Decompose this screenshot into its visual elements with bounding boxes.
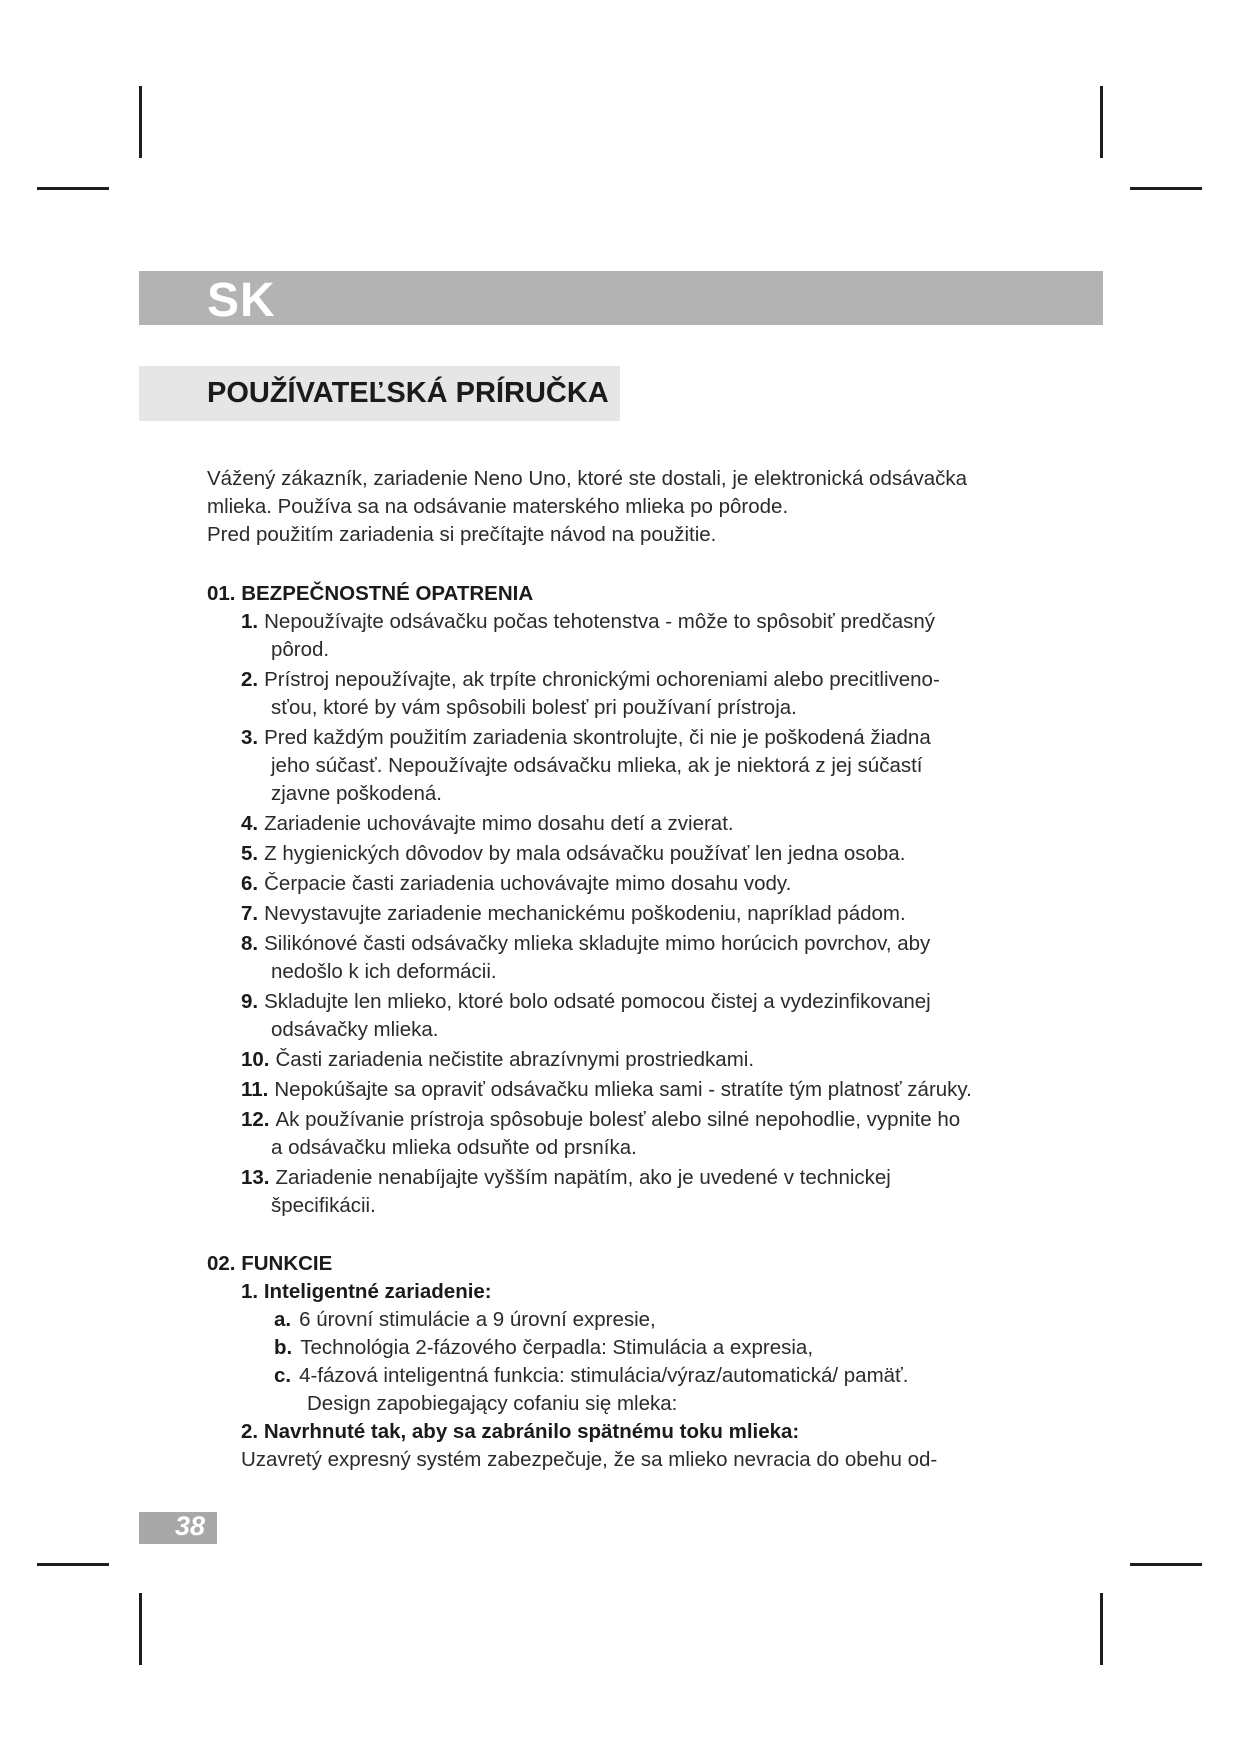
section-title-functions: 02. FUNKCIE xyxy=(207,1252,333,1275)
safety-item-line: Nepoužívajte odsávačku počas tehotenstva - môže to spôsobiť predčasný xyxy=(264,610,936,633)
sub-item-text: Technológia 2-fázového čerpadla: Stimulácia a expresia, xyxy=(300,1336,814,1359)
safety-item xyxy=(241,1164,1087,1220)
page-number: 38 xyxy=(174,1511,205,1541)
safety-item-line: a odsávačku mlieka odsuňte od prsníka. xyxy=(271,1136,637,1159)
crop-mark-top-right-horizontal xyxy=(1130,187,1202,190)
safety-list xyxy=(207,608,1087,1220)
function-item-1 xyxy=(207,1278,1087,1306)
safety-item xyxy=(241,810,1087,838)
intro-line: Vážený zákazník, zariadenie Neno Uno, ktoré ste dostali, je elektronická odsávačka xyxy=(207,467,968,490)
safety-item-number: 10. xyxy=(241,1048,270,1071)
function-sub-item xyxy=(274,1362,1087,1390)
safety-item xyxy=(241,1046,1087,1074)
safety-item-line: Ak používanie prístroja spôsobuje bolesť alebo silné nepohodlie, vypnite ho xyxy=(275,1108,961,1131)
safety-item xyxy=(241,724,1087,808)
safety-item xyxy=(241,1106,1087,1162)
safety-item-line: Zariadenie uchovávajte mimo dosahu detí a zvierat. xyxy=(264,812,734,835)
function-item-number: 1. xyxy=(241,1280,259,1303)
function-sub-continuation: Design zapobiegający cofaniu się mleka: xyxy=(307,1392,678,1415)
sub-item-letter: c. xyxy=(274,1364,292,1387)
function-item-label: Inteligentné zariadenie: xyxy=(263,1280,492,1303)
safety-item-number: 12. xyxy=(241,1108,270,1131)
function-item-2-text: Uzavretý expresný systém zabezpečuje, že sa mlieko nevracia do obehu od- xyxy=(241,1448,938,1471)
safety-item xyxy=(241,840,1087,868)
safety-item-line: Prístroj nepoužívajte, ak trpíte chronickými ochoreniami alebo precitliveno- xyxy=(264,668,940,691)
function-item-number: 2. xyxy=(241,1420,259,1443)
sub-item-letter: b. xyxy=(274,1336,293,1359)
section-title-safety: 01. BEZPEČNOSTNÉ OPATRENIA xyxy=(207,582,534,605)
crop-mark-bottom-right-horizontal xyxy=(1130,1563,1202,1566)
safety-item-line: Zariadenie nenabíjajte vyšším napätím, ako je uvedené v technickej xyxy=(275,1166,891,1189)
safety-item-line: Skladujte len mlieko, ktoré bolo odsaté pomocou čistej a vydezinfikovanej xyxy=(264,990,931,1013)
safety-item-number: 7. xyxy=(241,902,259,925)
page-number-badge xyxy=(139,1512,217,1544)
safety-item-line: Pred každým použitím zariadenia skontrolujte, či nie je poškodená žiadna xyxy=(264,726,931,749)
safety-item-line: nedošlo k ich deformácii. xyxy=(271,960,497,983)
intro-line: Pred použitím zariadenia si prečítajte návod na použitie. xyxy=(207,523,717,546)
safety-item-number: 6. xyxy=(241,872,259,895)
manual-title: POUŽÍVATEĽSKÁ PRÍRUČKA xyxy=(207,377,609,409)
intro-paragraph xyxy=(207,465,1087,549)
safety-item xyxy=(241,666,1087,722)
safety-item-line: Silikónové časti odsávačky mlieka skladujte mimo horúcich povrchov, aby xyxy=(264,932,931,955)
crop-mark-top-left-vertical xyxy=(139,86,142,158)
language-code: SK xyxy=(207,274,276,327)
sub-item-text: 4-fázová inteligentná funkcia: stimulácia/výraz/automatická/ pamäť. xyxy=(299,1364,909,1387)
safety-item-line: špecifikácii. xyxy=(271,1194,376,1217)
safety-item-number: 3. xyxy=(241,726,259,749)
safety-item-line: Nepokúšajte sa opraviť odsávačku mlieka sami - stratíte tým platnosť záruky. xyxy=(274,1078,972,1101)
manual-content xyxy=(207,465,1087,1474)
safety-item-number: 9. xyxy=(241,990,259,1013)
sub-item-text: 6 úrovní stimulácie a 9 úrovní expresie, xyxy=(299,1308,656,1331)
safety-item-number: 11. xyxy=(241,1078,269,1101)
safety-item-line: sťou, ktoré by vám spôsobili bolesť pri používaní prístroja. xyxy=(271,696,797,719)
safety-item-line: jeho súčasť. Nepoužívajte odsávačku mlieka, ak je niektorá z jej súčastí xyxy=(271,754,923,777)
safety-item-line: Časti zariadenia nečistite abrazívnymi prostriedkami. xyxy=(275,1048,755,1071)
safety-item-line: Z hygienických dôvodov by mala odsávačku používať len jedna osoba. xyxy=(264,842,906,865)
safety-item xyxy=(241,988,1087,1044)
function-item-2 xyxy=(207,1418,1087,1446)
safety-item-number: 2. xyxy=(241,668,259,691)
safety-item xyxy=(241,930,1087,986)
manual-title-box xyxy=(139,366,620,421)
crop-mark-top-left-horizontal xyxy=(37,187,109,190)
crop-mark-bottom-left-vertical xyxy=(139,1593,142,1665)
safety-item-line: Čerpacie časti zariadenia uchovávajte mimo dosahu vody. xyxy=(264,872,792,895)
function-sub-list xyxy=(207,1306,1087,1418)
safety-item-number: 4. xyxy=(241,812,259,835)
safety-item-line: zjavne poškodená. xyxy=(271,782,442,805)
section-functions xyxy=(207,1250,1087,1474)
language-header-bar xyxy=(139,271,1103,325)
function-item-label: Navrhnuté tak, aby sa zabránilo spätnému toku mlieka: xyxy=(263,1420,800,1443)
crop-mark-top-right-vertical xyxy=(1100,86,1103,158)
safety-item xyxy=(241,1076,1087,1104)
sub-item-letter: a. xyxy=(274,1308,292,1331)
safety-item-line: pôrod. xyxy=(271,638,330,661)
safety-item xyxy=(241,900,1087,928)
function-sub-item xyxy=(274,1306,1087,1334)
function-sub-item xyxy=(274,1334,1087,1362)
safety-item-number: 13. xyxy=(241,1166,270,1189)
safety-item-line: odsávačky mlieka. xyxy=(271,1018,439,1041)
safety-item-line: Nevystavujte zariadenie mechanickému poškodeniu, napríklad pádom. xyxy=(264,902,906,925)
safety-item xyxy=(241,608,1087,664)
crop-mark-bottom-left-horizontal xyxy=(37,1563,109,1566)
safety-item-number: 5. xyxy=(241,842,259,865)
crop-mark-bottom-right-vertical xyxy=(1100,1593,1103,1665)
safety-item-number: 1. xyxy=(241,610,259,633)
safety-item xyxy=(241,870,1087,898)
intro-line: mlieka. Používa sa na odsávanie materského mlieka po pôrode. xyxy=(207,495,789,518)
safety-item-number: 8. xyxy=(241,932,259,955)
